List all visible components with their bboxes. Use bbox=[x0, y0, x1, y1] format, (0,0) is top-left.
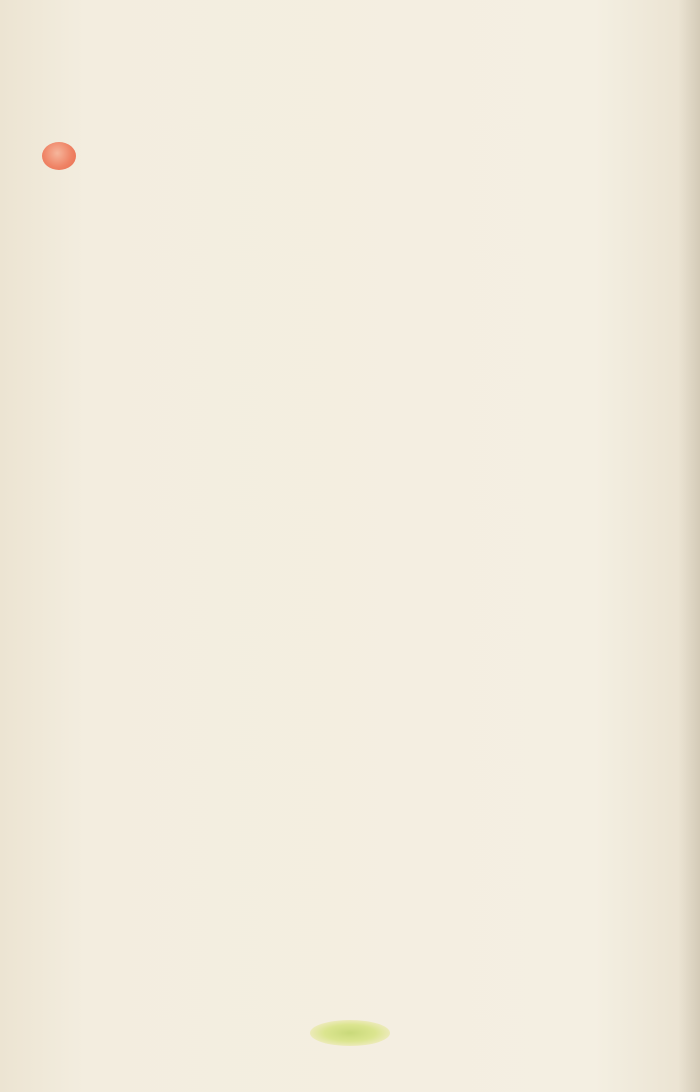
page-spine-shadow bbox=[678, 0, 700, 1092]
page-number-highlight bbox=[310, 1020, 390, 1046]
page-number-area bbox=[310, 1016, 390, 1050]
exercise-level-badge bbox=[42, 142, 76, 170]
